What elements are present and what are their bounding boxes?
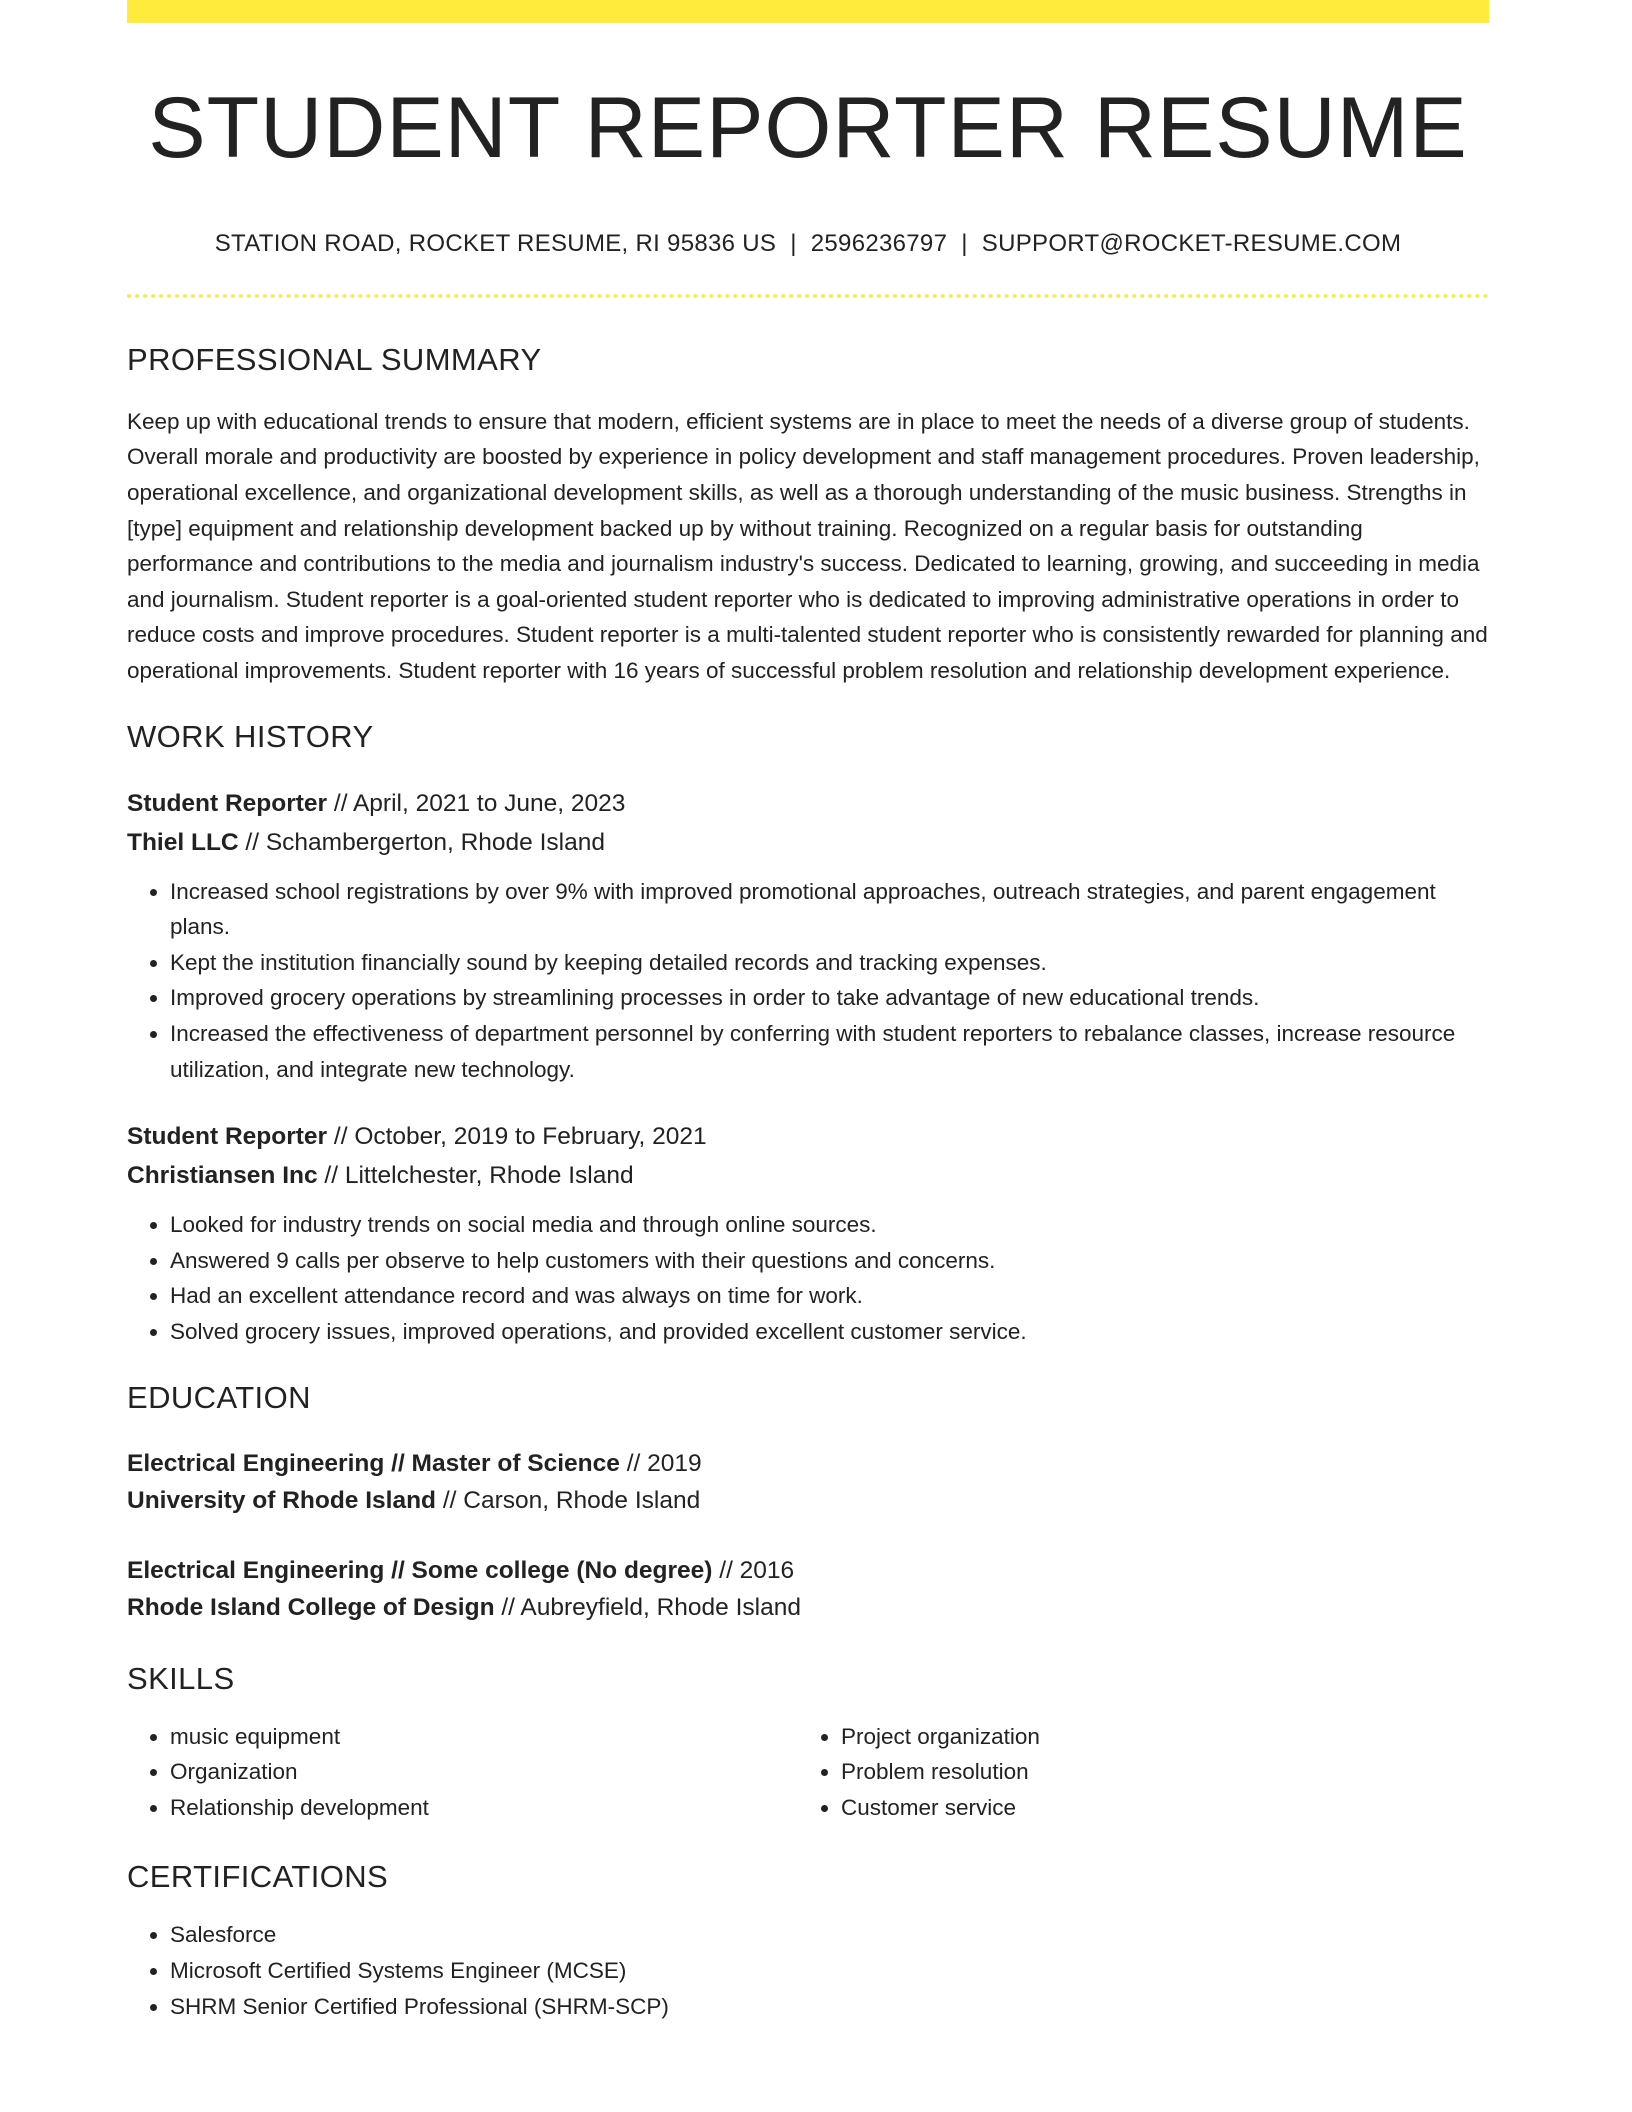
- job-title-line: [127, 784, 1489, 823]
- skills-column-right: [798, 1719, 1469, 1826]
- school-line: [127, 1589, 1489, 1626]
- list-item: • Increased school registrations by over 9% with improved promotional approaches, outreach strategies, and parent engagement plans.: [170, 874, 1489, 945]
- degree-line: [127, 1552, 1489, 1589]
- degree-year: // 2019: [619, 1449, 702, 1477]
- skills-list: [127, 1719, 798, 1826]
- list-item: • Customer service: [841, 1790, 1469, 1826]
- summary-heading: PROFESSIONAL SUMMARY: [127, 341, 542, 377]
- list-item: • Project organization: [841, 1719, 1469, 1755]
- list-item: • Solved grocery issues, improved operations, and provided excellent customer service.: [170, 1314, 1489, 1350]
- list-item: • Salesforce: [170, 1917, 1489, 1953]
- degree-line: [127, 1445, 1489, 1482]
- school-location: // Carson, Rhode Island: [436, 1486, 701, 1514]
- summary-text: Keep up with educational trends to ensure that modern, efficient systems are in place to meet the needs of a diverse group of students. Overall morale and productivity are boosted by experience in policy development and staff management procedures. Proven leadership, operational excellence, and organizational development skills, as well as a thorough understanding of the music business. Strengths in [type] equipment and relationship development backed up by without training. Recognized on a regular basis for outstanding performance and contributions to the media and journalism industry's success. Dedicated to learning, growing, and succeeding in media and journalism. Student reporter is a goal-oriented student reporter who is dedicated to improving administrative operations in order to reduce costs and improve procedures. Student reporter is a multi-talented student reporter who is consistently rewarded for planning and operational improvements. Student reporter with 16 years of successful problem resolution and relationship development experience.: [127, 408, 1488, 684]
- job-location: // Schambergerton, Rhode Island: [238, 828, 605, 856]
- school: Rhode Island College of Design: [127, 1593, 495, 1621]
- job-company: Thiel LLC: [127, 828, 239, 856]
- contact-address: STATION ROAD, ROCKET RESUME, RI 95836 US: [214, 229, 777, 257]
- dotted-divider: [127, 294, 1489, 298]
- degree: Electrical Engineering // Master of Science: [127, 1449, 620, 1477]
- job-bullets: [127, 874, 1489, 1088]
- job-company: Christiansen Inc: [127, 1162, 318, 1190]
- contact-line: [127, 230, 1489, 258]
- list-item: • Kept the institution financially sound by keeping detailed records and tracking expenses.: [170, 945, 1489, 981]
- list-item: • Had an excellent attendance record and was always on time for work.: [170, 1278, 1489, 1314]
- degree-year: // 2016: [712, 1556, 795, 1584]
- list-item: • SHRM Senior Certified Professional (SHRM-SCP): [170, 1989, 1489, 2025]
- job-title: Student Reporter: [127, 1123, 328, 1151]
- list-item: • Problem resolution: [841, 1754, 1469, 1790]
- work-history-heading: WORK HISTORY: [127, 718, 374, 754]
- list-item: • Looked for industry trends on social media and through online sources.: [170, 1207, 1489, 1243]
- list-item: • music equipment: [170, 1719, 798, 1755]
- job-entry: [127, 784, 1489, 1088]
- resume-title: STUDENT REPORTER RESUME: [148, 80, 1468, 176]
- job-location: // Littelchester, Rhode Island: [317, 1162, 634, 1190]
- skills-list: [798, 1719, 1469, 1826]
- school-location: // Aubreyfield, Rhode Island: [494, 1593, 801, 1621]
- resume-page: [127, 0, 1489, 2024]
- education-entry: [127, 1552, 1489, 1626]
- job-dates: // April, 2021 to June, 2023: [327, 789, 626, 817]
- contact-separator: |: [961, 229, 968, 257]
- certifications-heading: CERTIFICATIONS: [127, 1859, 389, 1895]
- job-company-line: [127, 1156, 1489, 1195]
- job-title-line: [127, 1117, 1489, 1156]
- job-dates: // October, 2019 to February, 2021: [327, 1123, 707, 1151]
- list-item: • Improved grocery operations by streamlining processes in order to take advantage of new educational trends.: [170, 980, 1489, 1016]
- list-item: • Relationship development: [170, 1790, 798, 1826]
- job-company-line: [127, 823, 1489, 862]
- job-title: Student Reporter: [127, 789, 328, 817]
- school: University of Rhode Island: [127, 1486, 437, 1514]
- list-item: • Answered 9 calls per observe to help customers with their questions and concerns.: [170, 1243, 1489, 1279]
- list-item: • Increased the effectiveness of department personnel by conferring with student reporters to rebalance classes, increase resource utilization, and integrate new technology.: [170, 1016, 1489, 1087]
- list-item: • Microsoft Certified Systems Engineer (MCSE): [170, 1953, 1489, 1989]
- contact-separator: |: [790, 229, 797, 257]
- school-line: [127, 1482, 1489, 1519]
- certifications-list: [127, 1917, 1489, 2024]
- skills-heading: SKILLS: [127, 1660, 235, 1696]
- education-heading: EDUCATION: [127, 1379, 311, 1415]
- contact-email: SUPPORT@ROCKET-RESUME.COM: [981, 229, 1402, 257]
- contact-phone: 2596236797: [810, 229, 948, 257]
- accent-bar: [127, 0, 1489, 23]
- list-item: • Organization: [170, 1754, 798, 1790]
- degree: Electrical Engineering // Some college (No degree): [127, 1556, 713, 1584]
- job-entry: [127, 1117, 1489, 1349]
- skills-grid: [127, 1719, 1489, 1826]
- job-bullets: [127, 1207, 1489, 1349]
- education-entry: [127, 1445, 1489, 1519]
- skills-column-left: [127, 1719, 798, 1826]
